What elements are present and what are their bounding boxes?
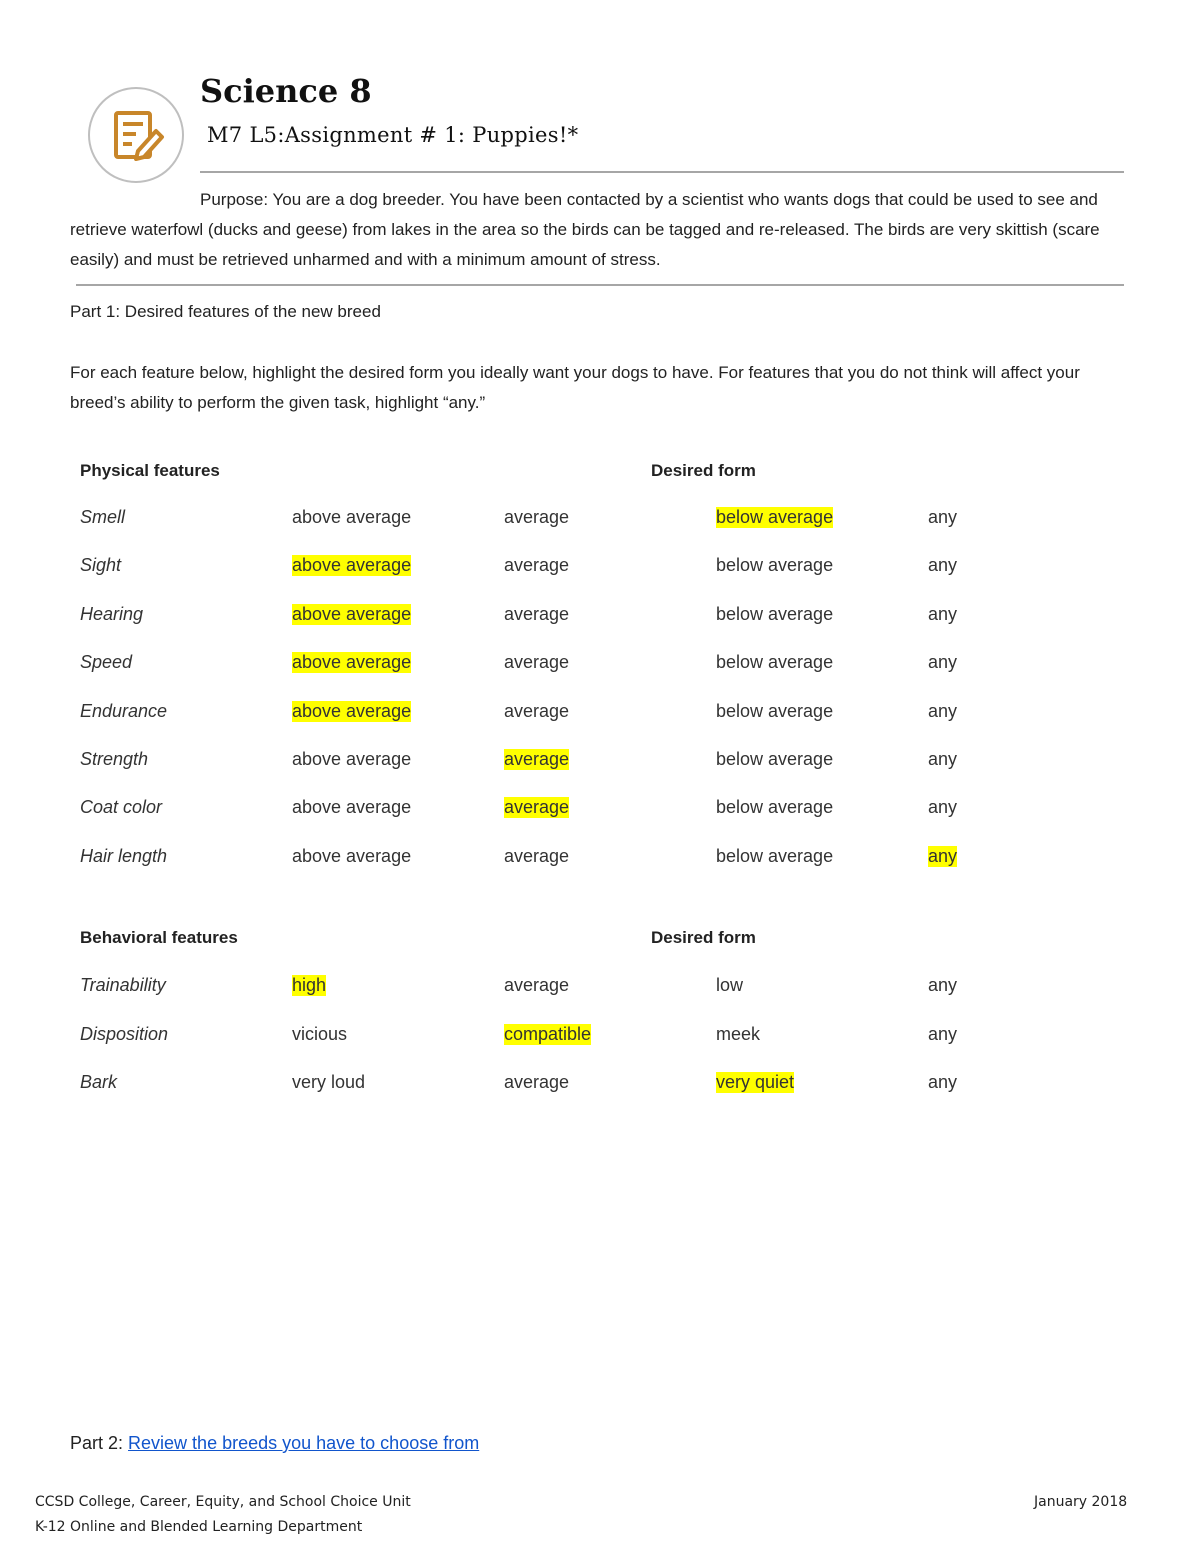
option[interactable]: below average [716,845,834,866]
feature-row [0,701,1200,731]
highlighted-option[interactable]: above average [292,603,412,624]
feature-name: Speed [80,652,133,673]
option[interactable]: below average [716,749,834,769]
option[interactable]: any [928,555,958,576]
physical-features-heading: Physical features [80,461,220,480]
purpose-text: Purpose: You are a dog breeder. You have been contacted by a scientist who wants dogs that could be used to see and retrieve waterfowl (ducks and geese) from lakes in the area so the birds can be tagged and re-released. The birds are very skittish (scare easily) and must be retrieved unharmed and with a minimum amount of stress. [70,190,1100,269]
feature-row [0,975,1200,1005]
option[interactable]: below average [716,700,834,721]
option[interactable]: below average [716,652,834,673]
divider-bottom [76,284,1124,286]
feature-name: Coat color [80,797,163,818]
part2-label: Part 2: [70,1433,129,1453]
part1-heading: Part 1: Desired features of the new breed [70,302,381,321]
option[interactable]: any [928,652,958,673]
option[interactable]: any [928,797,958,818]
highlighted-option[interactable]: above average [292,700,412,721]
option[interactable]: below average [716,797,834,818]
feature-row [0,749,1200,779]
page-title: Science 8 [200,72,372,110]
option[interactable]: above average [292,845,412,866]
highlighted-option[interactable]: average [504,797,570,818]
feature-row [0,1072,1200,1102]
feature-name: Strength [80,749,149,769]
feature-name: Endurance [80,700,168,721]
feature-row [0,555,1200,585]
option[interactable]: average [504,845,570,866]
feature-row [0,604,1200,634]
option[interactable]: vicious [292,1023,348,1044]
option[interactable]: below average [716,555,834,576]
option[interactable]: any [928,700,958,721]
footer-unit: CCSD College, Career, Equity, and School Choice Unit [35,1494,411,1510]
document-pencil-icon [108,107,166,165]
feature-name: Hair length [80,845,168,866]
option[interactable]: any [928,975,958,995]
footer-department: K-12 Online and Blended Learning Department [35,1519,363,1535]
highlighted-option[interactable]: compatible [504,1023,592,1044]
feature-name: Disposition [80,1023,169,1044]
option[interactable]: average [504,652,570,673]
option[interactable]: above average [292,797,412,818]
option[interactable]: average [504,555,570,576]
logo [88,87,184,183]
option[interactable]: very loud [292,1072,366,1092]
highlighted-option[interactable]: high [292,975,327,995]
option[interactable]: any [928,749,958,769]
feature-row [0,846,1200,876]
option[interactable]: meek [716,1023,761,1044]
option[interactable]: below average [716,603,834,624]
option[interactable]: any [928,507,958,527]
feature-row [0,1024,1200,1054]
feature-name: Smell [80,507,126,527]
behavioral-features-heading: Behavioral features [80,928,238,947]
footer-date: January 2018 [1034,1494,1128,1510]
review-breeds-link[interactable]: Review the breeds you have to choose from [128,1433,480,1453]
assignment-subtitle: M7 L5:Assignment # 1: Puppies!* [207,123,579,147]
option[interactable]: average [504,975,570,995]
option[interactable]: low [716,975,744,995]
option[interactable]: above average [292,507,412,527]
highlighted-option[interactable]: average [504,749,570,769]
highlighted-option[interactable]: below average [716,507,834,527]
highlighted-option[interactable]: above average [292,555,412,576]
highlighted-option[interactable]: above average [292,652,412,673]
feature-row [0,797,1200,827]
feature-name: Bark [80,1072,118,1092]
highlighted-option[interactable]: very quiet [716,1072,795,1092]
option[interactable]: average [504,603,570,624]
option[interactable]: above average [292,749,412,769]
option[interactable]: average [504,700,570,721]
part2-line [70,1433,479,1454]
highlighted-option[interactable]: any [928,845,958,866]
option[interactable]: average [504,1072,570,1092]
part1-instructions: For each feature below, highlight the desired form you ideally want your dogs to have. For features that you do not think will affect your breed’s ability to perform the given task, highlight “any.” [70,363,1080,412]
feature-name: Trainability [80,975,166,995]
feature-row [0,652,1200,682]
option[interactable]: any [928,1072,958,1092]
option[interactable]: average [504,507,570,527]
feature-row [0,507,1200,537]
behavioral-desired-form-heading: Desired form [651,928,756,947]
option[interactable]: any [928,1023,958,1044]
feature-name: Hearing [80,603,144,624]
option[interactable]: any [928,603,958,624]
feature-name: Sight [80,555,122,576]
divider-top [200,171,1124,173]
physical-desired-form-heading: Desired form [651,461,756,480]
